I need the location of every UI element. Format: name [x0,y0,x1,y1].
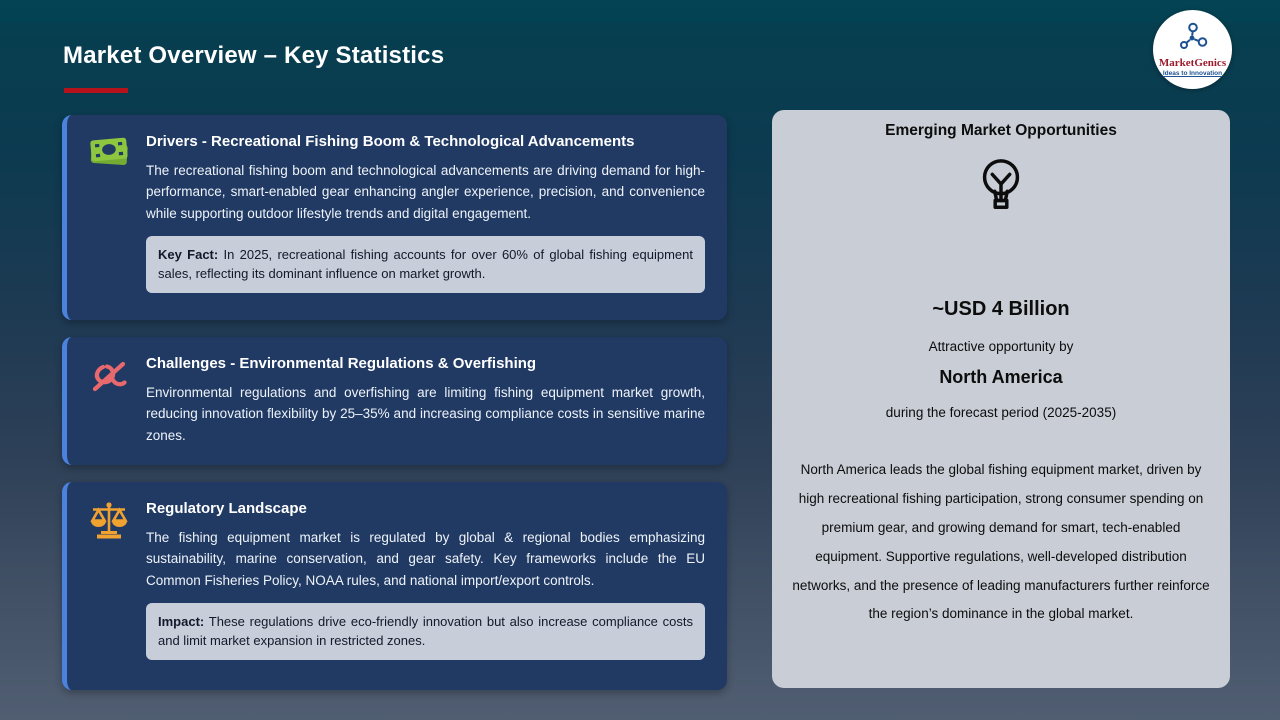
card-drivers-body: The recreational fishing boom and technological advancements are driving demand for high-performance, smart-enabled gear enhancing angler experience, precision, and convenience while supporting outdoor lifestyle trends and digital engagement. [146,163,705,221]
logo-brand-text: MarketGenics [1158,57,1227,70]
card-regulatory-body: The fishing equipment market is regulated by global & regional bodies emphasizing sustainability, marine conservation, and gear safety. Key frameworks include the EU Common Fisheries Policy, NOAA rules, and national import/export controls. [146,530,705,588]
card-regulatory-heading: Regulatory Landscape [146,500,307,517]
company-logo [1153,10,1232,89]
opportunity-description: North America leads the global fishing equipment market, driven by high recreational fishing participation, strong consumer spending on premium gear, and growing demand for smart, tech-enabled equipment. Supportive regulations, well-developed distribution networks, and the presence of leading manufacturers further reinforce the region’s dominance in the global market. [792,462,1210,622]
impact-text: These regulations drive eco-friendly innovation but also increase compliance costs and limit market expansion in restricted zones. [158,613,693,649]
key-fact-label: Key Fact: [158,246,219,262]
molecule-icon [1176,22,1210,57]
crossed-hook-icon [88,353,130,449]
title-underline [64,88,128,93]
top-band [0,0,1280,22]
opportunity-panel-title: Emerging Market Opportunities [885,122,1117,139]
scales-icon [88,498,130,674]
card-challenges [62,337,727,465]
money-icon [88,131,130,304]
card-challenges-heading: Challenges - Environmental Regulations & Overfishing [146,355,537,372]
impact-label: Impact: [158,613,205,629]
opportunity-period: during the forecast period (2025-2035) [885,405,1117,420]
opportunity-subtitle: Attractive opportunity by [928,339,1074,354]
card-drivers-heading: Drivers - Recreational Fishing Boom & Technological Advancements [146,133,635,150]
impact-callout [146,603,705,660]
logo-tagline-text: Ideas to Innovation [1162,69,1223,77]
card-drivers [62,115,727,320]
opportunity-value: ~USD 4 Billion [932,298,1070,320]
key-fact-text: In 2025, recreational fishing accounts for over 60% of global fishing equipment sales, reflecting its dominant influence on market growth. [158,246,693,282]
key-fact-callout [146,236,705,293]
opportunity-panel [772,110,1230,688]
card-regulatory [62,482,727,690]
lightbulb-icon [972,154,1030,221]
card-challenges-body: Environmental regulations and overfishing are limiting fishing equipment market growth, reducing innovation flexibility by 25–35% and increasing compliance costs in sensitive marine zones. [146,385,705,443]
opportunity-region: North America [939,367,1063,387]
page-title: Market Overview – Key Statistics [63,42,445,69]
